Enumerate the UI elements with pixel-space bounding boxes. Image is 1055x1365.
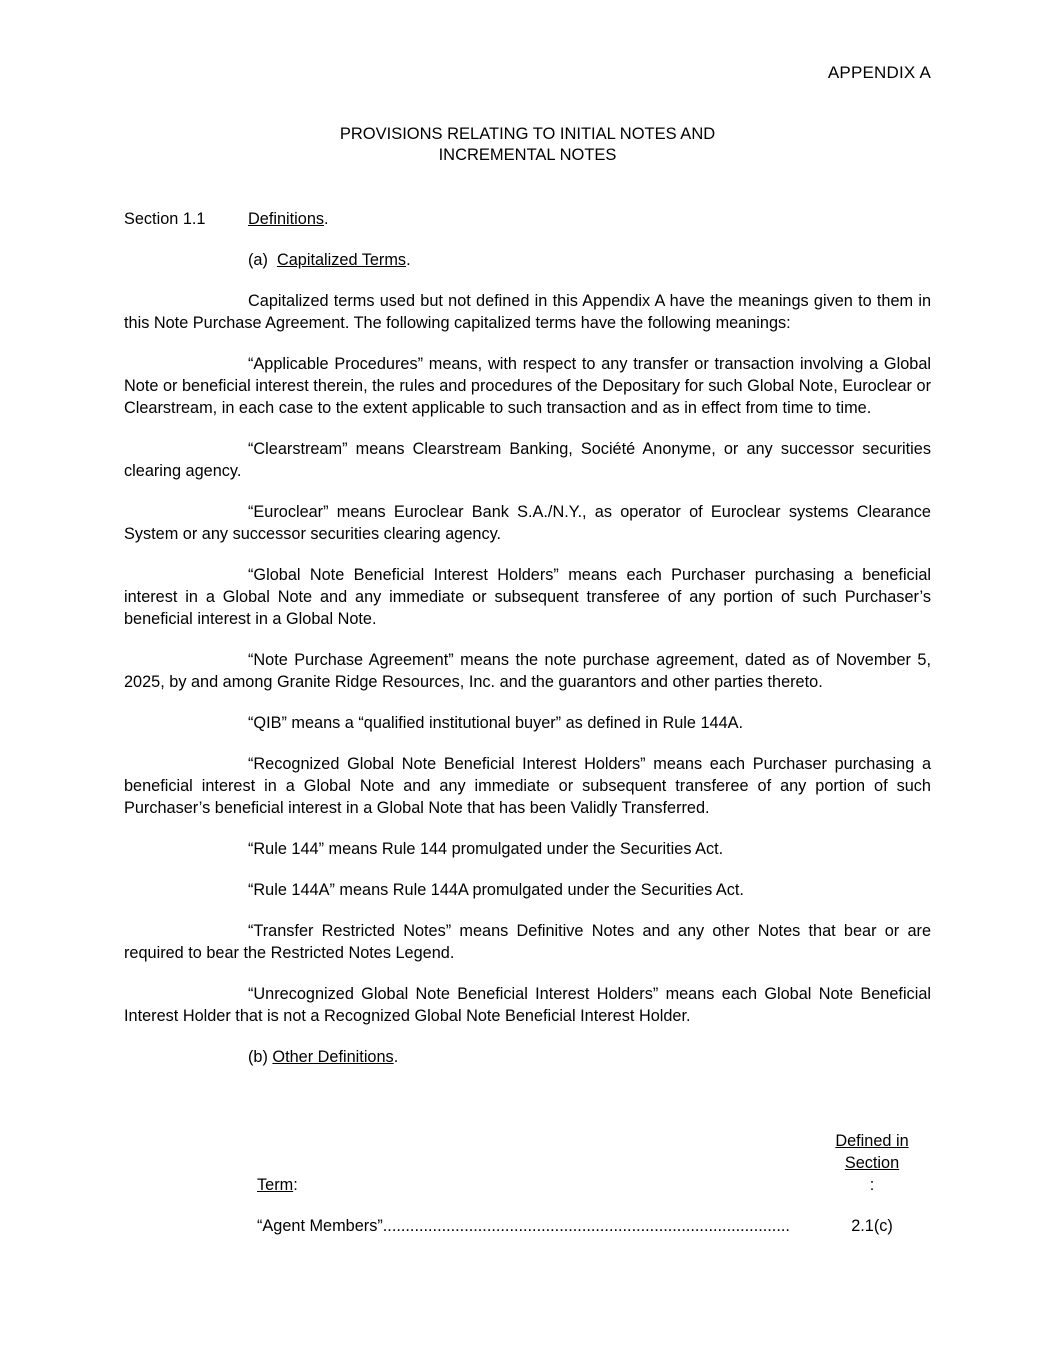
terms-table (257, 1132, 917, 1237)
term-name: “Agent Members” (257, 1217, 383, 1235)
defined-header-line-2-text: Section (844, 1154, 900, 1172)
subsection-a-prefix: (a) (248, 251, 277, 269)
term-name-cell (257, 1215, 817, 1237)
definition-global-note-holders: “Global Note Beneficial Interest Holders” means each Purchaser purchasing a beneficial interest in a Global Note and any immediate or subsequent transferee of any portion of such Purchaser’s beneficial interest in a Global Note. (124, 566, 931, 628)
section-title-suffix: . (324, 210, 329, 228)
document-title (124, 124, 931, 166)
term-column-header (257, 1174, 298, 1196)
subsection-b-title: Other Definitions (272, 1048, 394, 1066)
definition-recognized-holders: “Recognized Global Note Beneficial Interest Holders” means each Purchaser purchasing a beneficial interest in a Global Note and any immediate or subsequent transferee of any portion of such Purchaser’s beneficial interest in a Global Note that has been Validly Transferred. (124, 755, 931, 817)
definition-transfer-restricted-notes: “Transfer Restricted Notes” means Definitive Notes and any other Notes that bear or are required to bear the Restricted Notes Legend. (124, 922, 931, 962)
section-title-text: Definitions (248, 210, 325, 228)
definition-clearstream: “Clearstream” means Clearstream Banking, Société Anonyme, or any successor securities clearing agency. (124, 440, 931, 480)
definition-applicable-procedures: “Applicable Procedures” means, with respect to any transfer or transaction involving a Global Note or beneficial interest therein, the rules and procedures of the Depositary for such Global Note, Euroclear or Clearstream, in each case to the extent applicable to such transaction and as in effect from time to time. (124, 355, 931, 417)
term-header-text: Term (257, 1176, 294, 1194)
subsection-a-suffix: . (406, 251, 411, 269)
title-line-2: INCREMENTAL NOTES (438, 146, 617, 164)
term-section-cell: 2.1(c) (851, 1217, 893, 1235)
subsection-b-suffix: . (393, 1048, 399, 1066)
definition-rule-144: “Rule 144” means Rule 144 promulgated under the Securities Act. (248, 840, 724, 858)
definition-unrecognized-holders: “Unrecognized Global Note Beneficial Interest Holders” means each Global Note Beneficial Interest Holder that is not a Recognized Global Note Beneficial Interest Holder. (124, 985, 931, 1025)
definition-qib: “QIB” means a “qualified institutional buyer” as defined in Rule 144A. (248, 714, 744, 732)
title-line-1: PROVISIONS RELATING TO INITIAL NOTES AND (339, 125, 716, 143)
term-header-suffix: : (293, 1176, 298, 1194)
terms-table-header (257, 1132, 917, 1196)
definition-note-purchase-agreement: “Note Purchase Agreement” means the note purchase agreement, dated as of November 5, 2025, by and among Granite Ridge Resources, Inc. and the guarantors and other parties thereto. (124, 651, 931, 691)
section-heading (124, 208, 931, 230)
definition-euroclear: “Euroclear” means Euroclear Bank S.A./N.Y., as operator of Euroclear systems Clearance System or any successor securities clearing agency. (124, 503, 931, 543)
term-leader-dots: .......................................................................................... (382, 1217, 790, 1235)
appendix-label: APPENDIX A (827, 63, 931, 82)
definition-rule-144a: “Rule 144A” means Rule 144A promulgated under the Securities Act. (248, 881, 744, 899)
defined-header-suffix: : (869, 1176, 875, 1194)
intro-paragraph: Capitalized terms used but not defined in this Appendix A have the meanings given to them in this Note Purchase Agreement. The following capitalized terms have the following meanings: (124, 292, 931, 332)
subsection-b-prefix: (b) (248, 1048, 273, 1066)
defined-header-line-2 (827, 1152, 917, 1196)
subsection-b-heading (124, 1046, 931, 1068)
defined-in-column-header (827, 1130, 917, 1196)
defined-header-line-1: Defined in (835, 1132, 909, 1150)
section-number: Section 1.1 (124, 210, 206, 228)
section-title (248, 208, 329, 230)
subsection-a-title: Capitalized Terms (276, 251, 407, 269)
document-body (124, 208, 931, 1068)
table-row (257, 1215, 917, 1237)
subsection-a-heading (124, 249, 931, 271)
